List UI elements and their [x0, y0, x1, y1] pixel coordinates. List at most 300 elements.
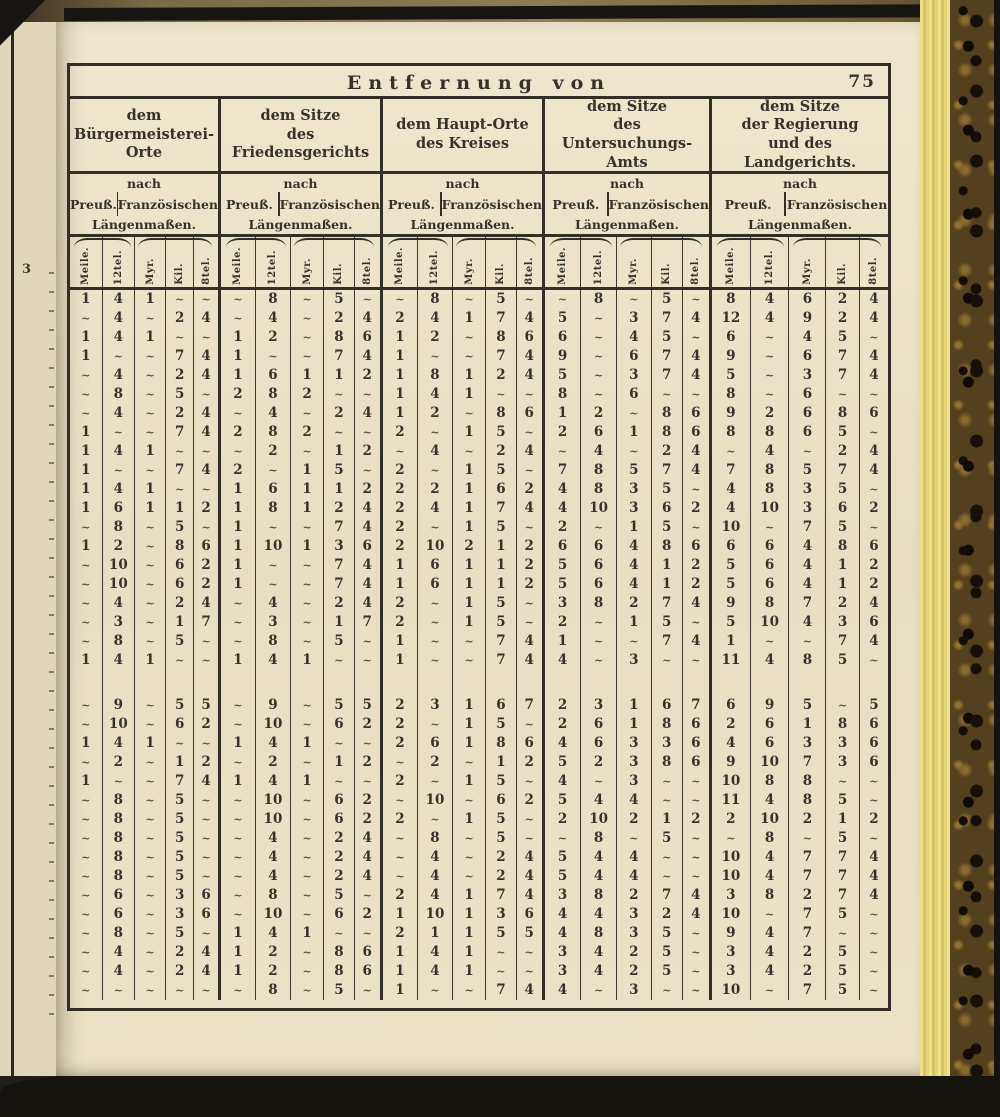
distance-cell: 4 [802, 538, 813, 554]
unit-label-group [70, 237, 221, 287]
distance-cell: 8 [430, 367, 440, 383]
distance-cell: 7 [837, 367, 848, 383]
distance-cell [135, 696, 165, 715]
distance-cell: 4 [593, 868, 604, 884]
distance-cell: 6 [869, 754, 879, 770]
distance-cell [291, 867, 323, 886]
distance-cell: 1 [837, 576, 848, 592]
distance-cell: 4 [629, 329, 639, 345]
distance-cell: 2 [395, 887, 405, 903]
distance-cell: 5 [726, 576, 736, 592]
distance-cell: 8 [726, 386, 736, 402]
distance-cell: 5 [175, 849, 185, 865]
distance-cell: 6 [593, 424, 604, 440]
placeholder-mark: ~ [524, 426, 534, 439]
distance-cell: 1 [464, 519, 474, 535]
placeholder-mark: ~ [145, 927, 155, 940]
distance-cell: 4 [869, 462, 879, 478]
distance-cell: 8 [802, 652, 813, 668]
distance-cell [291, 613, 323, 632]
distance-cell [418, 461, 452, 480]
distance-cell: 4 [869, 849, 879, 865]
distance-cell: 2 [524, 538, 534, 554]
distance-cell: 6 [691, 716, 701, 732]
placeholder-mark: ~ [524, 597, 534, 610]
distance-cell: 2 [802, 811, 813, 827]
placeholder-mark: ~ [145, 946, 155, 959]
distance-cell: 1 [629, 614, 639, 630]
distance-cell: 5 [837, 830, 848, 846]
distance-cell: 1 [233, 329, 243, 345]
placeholder-mark: ~ [233, 635, 243, 648]
previous-page-fragment: 3 [22, 262, 32, 277]
measure-unit-word: Längenmaßen. [248, 217, 353, 232]
distance-cell: 8 [764, 773, 775, 789]
placeholder-mark: ~ [81, 369, 91, 382]
distance-cell: 1 [395, 633, 405, 649]
distance-cell: 4 [869, 443, 879, 459]
distance-cell: 8 [430, 830, 440, 846]
distance-cell: 7 [496, 633, 506, 649]
distance-cell: 5 [557, 367, 568, 383]
distance-cell: 4 [524, 310, 534, 326]
unit-label-text: Meile. [80, 247, 92, 285]
block-gap [453, 670, 485, 696]
distance-cell: 3 [113, 614, 124, 630]
data-column [826, 290, 859, 1000]
distance-cell: 4 [593, 792, 604, 808]
distance-cell: 5 [557, 557, 568, 573]
distance-cell [486, 385, 515, 404]
distance-cell: 4 [593, 963, 604, 979]
distance-cell [355, 290, 380, 309]
distance-cell: 1 [302, 925, 312, 941]
distance-cell [221, 886, 255, 905]
distance-cell: 1 [233, 944, 243, 960]
distance-cell: 5 [334, 982, 344, 998]
distance-cell [166, 442, 193, 461]
distance-cell [617, 442, 650, 461]
placeholder-mark: ~ [302, 832, 312, 845]
distance-cell [860, 905, 888, 924]
distance-cell: 7 [802, 849, 813, 865]
placeholder-mark: ~ [233, 616, 243, 629]
placeholder-mark: ~ [629, 635, 639, 648]
placeholder-mark: ~ [145, 369, 155, 382]
distance-cell: 6 [629, 386, 639, 402]
distance-cell [617, 829, 650, 848]
distance-cell [683, 518, 709, 537]
placeholder-mark: ~ [233, 718, 243, 731]
distance-cell [194, 480, 218, 499]
distance-cell: 10 [263, 811, 283, 827]
distance-cell [194, 981, 218, 1000]
measure-header-row [70, 174, 888, 237]
distance-cell [324, 924, 353, 943]
distance-cell: 6 [201, 887, 211, 903]
placeholder-mark: ~ [145, 616, 155, 629]
data-column [860, 290, 888, 1000]
distance-cell: 4 [524, 868, 534, 884]
placeholder-mark: ~ [362, 737, 372, 750]
placeholder-mark: ~ [629, 445, 639, 458]
placeholder-mark: ~ [233, 851, 243, 864]
measure-prussian: Preuß. [724, 196, 772, 212]
distance-cell: 1 [395, 652, 405, 668]
placeholder-mark: ~ [145, 718, 155, 731]
distance-cell: 7 [524, 697, 534, 713]
distance-cell [683, 290, 709, 309]
distance-cell: 4 [524, 633, 534, 649]
placeholder-mark: ~ [175, 654, 185, 667]
measure-french: Französischen [279, 196, 380, 212]
distance-cell [291, 791, 323, 810]
distance-cell [517, 772, 542, 791]
distance-cell [355, 734, 380, 753]
distance-cell: 1 [629, 697, 639, 713]
distance-cell: 4 [201, 944, 211, 960]
placeholder-mark: ~ [201, 832, 211, 845]
distance-cell: 1 [464, 367, 474, 383]
placeholder-mark: ~ [145, 756, 155, 769]
placeholder-mark: ~ [81, 597, 91, 610]
placeholder-mark: ~ [869, 775, 879, 788]
distance-cell: 10 [425, 792, 445, 808]
placeholder-mark: ~ [145, 521, 155, 534]
distance-cell [324, 651, 353, 670]
distance-cell: 1 [837, 557, 848, 573]
distance-cell: 8 [268, 633, 278, 649]
distance-cell: 2 [593, 405, 604, 421]
distance-cell [70, 848, 102, 867]
distance-cell: 1 [395, 906, 405, 922]
placeholder-mark: ~ [268, 559, 278, 572]
distance-cell [355, 385, 380, 404]
group-header-line: dem Sitze [260, 107, 341, 125]
distance-cell [194, 385, 218, 404]
distance-cell: 4 [430, 443, 440, 459]
distance-cell: 8 [726, 291, 736, 307]
distance-cell: 5 [496, 811, 506, 827]
placeholder-mark: ~ [81, 756, 91, 769]
distance-cell: 6 [334, 792, 344, 808]
distance-cell [291, 753, 323, 772]
block-gap [355, 670, 380, 696]
distance-cell: 7 [661, 348, 672, 364]
distance-cell: 5 [557, 849, 568, 865]
data-column [70, 290, 103, 1000]
distance-cell: 8 [113, 849, 124, 865]
data-column [486, 290, 516, 1000]
placeholder-mark: ~ [594, 369, 604, 382]
block-gap [291, 670, 323, 696]
placeholder-mark: ~ [464, 654, 474, 667]
distance-cell: 1 [464, 557, 474, 573]
distance-cell [652, 848, 682, 867]
distance-cell: 6 [593, 576, 604, 592]
block-gap [789, 670, 825, 696]
distance-cell: 5 [334, 697, 344, 713]
distance-cell [194, 867, 218, 886]
distance-cell: 2 [268, 944, 278, 960]
distance-cell: 4 [764, 963, 775, 979]
distance-cell [291, 309, 323, 328]
distance-cell: 4 [691, 348, 701, 364]
distance-cell: 9 [726, 754, 736, 770]
block-gap [486, 670, 515, 696]
distance-cell [683, 962, 709, 981]
measure-unit-word: Längenmaßen. [410, 217, 515, 232]
distance-cell: 2 [395, 595, 405, 611]
distance-cell: 5 [175, 830, 185, 846]
distance-cell: 1 [334, 614, 344, 630]
distance-cell [453, 347, 485, 366]
distance-cell: 4 [726, 735, 736, 751]
placeholder-mark: ~ [175, 984, 185, 997]
placeholder-mark: ~ [302, 908, 312, 921]
distance-cell: 5 [557, 576, 568, 592]
distance-cell [221, 594, 255, 613]
distance-cell: 6 [430, 576, 440, 592]
distance-cell [751, 632, 789, 651]
data-group [70, 290, 221, 1000]
distance-cell: 8 [268, 982, 278, 998]
distance-cell: 1 [233, 557, 243, 573]
distance-cell: 1 [802, 716, 813, 732]
placeholder-mark: ~ [81, 407, 91, 420]
distance-cell: 5 [661, 925, 672, 941]
distance-cell: 2 [593, 754, 604, 770]
placeholder-mark: ~ [201, 635, 211, 648]
distance-cell: 7 [661, 633, 672, 649]
placeholder-mark: ~ [302, 699, 312, 712]
distance-cell [581, 518, 616, 537]
placeholder-mark: ~ [524, 965, 534, 978]
distance-cell: 6 [764, 557, 775, 573]
placeholder-mark: ~ [233, 312, 243, 325]
distance-cell: 4 [691, 633, 701, 649]
distance-cell [221, 867, 255, 886]
distance-cell [383, 753, 417, 772]
placeholder-mark: ~ [838, 775, 848, 788]
placeholder-mark: ~ [233, 984, 243, 997]
distance-cell: 6 [593, 716, 604, 732]
placeholder-mark: ~ [81, 946, 91, 959]
distance-cell: 6 [557, 538, 568, 554]
distance-cell: 4 [201, 348, 211, 364]
distance-cell: 9 [764, 697, 775, 713]
unit-label-text: 8tel. [868, 257, 880, 285]
distance-cell: 4 [268, 849, 278, 865]
distance-cell: 8 [334, 944, 344, 960]
block-gap [712, 670, 750, 696]
distance-cell: 2 [334, 830, 344, 846]
distance-cell: 4 [430, 887, 440, 903]
book-page [56, 22, 920, 1076]
distance-cell: 2 [557, 519, 568, 535]
placeholder-mark: ~ [464, 851, 474, 864]
distance-cell: 4 [201, 310, 211, 326]
distance-cell [194, 290, 218, 309]
data-column [581, 290, 617, 1000]
placeholder-mark: ~ [145, 699, 155, 712]
group-header-line: und des Landgerichts. [743, 135, 857, 171]
distance-cell: 6 [496, 697, 506, 713]
placeholder-mark: ~ [81, 870, 91, 883]
table-title: Entfernung von [346, 72, 612, 94]
distance-cell: 2 [524, 576, 534, 592]
placeholder-mark: ~ [302, 965, 312, 978]
distance-cell: 1 [629, 716, 639, 732]
distance-cell: 3 [837, 614, 848, 630]
group-header [70, 99, 221, 171]
placeholder-mark: ~ [691, 870, 701, 883]
distance-cell [166, 981, 193, 1000]
placeholder-mark: ~ [557, 445, 568, 458]
distance-cell: 2 [430, 405, 440, 421]
distance-cell: 5 [661, 519, 672, 535]
placeholder-mark: ~ [629, 832, 639, 845]
distance-cell: 6 [593, 735, 604, 751]
distance-cell [355, 886, 380, 905]
placeholder-mark: ~ [464, 870, 474, 883]
distance-cell [135, 594, 165, 613]
data-column [683, 290, 709, 1000]
distance-cell [545, 442, 580, 461]
distance-cell [256, 347, 290, 366]
distance-cell: 8 [837, 538, 848, 554]
distance-cell: 4 [557, 773, 568, 789]
data-column [751, 290, 790, 1000]
distance-cell: 5 [802, 697, 813, 713]
placeholder-mark: ~ [302, 756, 312, 769]
data-column [103, 290, 136, 1000]
distance-cell: 2 [201, 754, 211, 770]
placeholder-mark: ~ [524, 775, 534, 788]
placeholder-mark: ~ [113, 426, 123, 439]
distance-cell: 9 [726, 595, 736, 611]
placeholder-mark: ~ [430, 616, 440, 629]
distance-cell: 8 [837, 405, 848, 421]
distance-cell [135, 347, 165, 366]
distance-cell: 1 [395, 944, 405, 960]
placeholder-mark: ~ [175, 445, 185, 458]
distance-cell: 4 [113, 443, 124, 459]
placeholder-mark: ~ [81, 832, 91, 845]
distance-cell [70, 810, 102, 829]
distance-cell: 5 [837, 792, 848, 808]
distance-cell: 10 [108, 716, 128, 732]
distance-cell: 8 [430, 291, 440, 307]
distance-cell: 8 [661, 424, 672, 440]
distance-cell: 1 [233, 925, 243, 941]
distance-cell: 4 [593, 906, 604, 922]
distance-cell: 2 [395, 500, 405, 516]
distance-cell [194, 924, 218, 943]
placeholder-mark: ~ [233, 832, 243, 845]
distance-cell: 2 [233, 462, 243, 478]
distance-cell [453, 829, 485, 848]
distance-cell [751, 518, 789, 537]
distance-cell: 1 [81, 773, 91, 789]
page-number: 75 [848, 72, 876, 92]
distance-cell: 2 [268, 443, 278, 459]
placeholder-mark: ~ [395, 832, 405, 845]
placeholder-mark: ~ [145, 540, 155, 553]
distance-cell [683, 867, 709, 886]
distance-cell: 4 [524, 367, 534, 383]
placeholder-mark: ~ [175, 483, 185, 496]
distance-cell [418, 715, 452, 734]
distance-cell: 2 [496, 367, 506, 383]
distance-cell: 4 [362, 557, 372, 573]
distance-cell: 4 [557, 906, 568, 922]
distance-cell: 6 [593, 557, 604, 573]
block-gap [860, 670, 888, 696]
distance-cell: 2 [334, 849, 344, 865]
distance-cell [683, 981, 709, 1000]
distance-cell: 4 [629, 557, 639, 573]
distance-cell: 2 [726, 811, 736, 827]
distance-cell [324, 772, 353, 791]
distance-cell: 10 [263, 792, 283, 808]
distance-cell: 1 [145, 443, 155, 459]
distance-cell [70, 556, 102, 575]
distance-cell: 4 [362, 348, 372, 364]
distance-cell: 2 [201, 500, 211, 516]
distance-cell [166, 290, 193, 309]
distance-cell: 4 [201, 462, 211, 478]
distance-cell: 5 [496, 462, 506, 478]
placeholder-mark: ~ [395, 445, 405, 458]
distance-cell: 2 [113, 754, 124, 770]
distance-cell: 5 [837, 944, 848, 960]
placeholder-mark: ~ [302, 794, 312, 807]
placeholder-mark: ~ [302, 889, 312, 902]
distance-cell: 1 [334, 367, 344, 383]
distance-cell [291, 632, 323, 651]
distance-cell: 2 [233, 386, 243, 402]
distance-cell: 6 [334, 811, 344, 827]
distance-cell [194, 632, 218, 651]
group-header-line: der Regierung [741, 116, 859, 134]
placeholder-mark: ~ [691, 616, 701, 629]
placeholder-mark: ~ [362, 635, 372, 648]
distance-cell: 10 [760, 754, 779, 770]
distance-cell: 8 [113, 830, 124, 846]
distance-cell: 4 [268, 830, 278, 846]
distance-cell: 1 [496, 576, 506, 592]
placeholder-mark: ~ [869, 654, 879, 667]
distance-cell: 5 [175, 792, 185, 808]
placeholder-mark: ~ [362, 388, 372, 401]
distance-cell [683, 924, 709, 943]
distance-cell: 10 [721, 906, 741, 922]
placeholder-mark: ~ [430, 984, 440, 997]
distance-cell: 4 [524, 652, 534, 668]
distance-cell: 3 [726, 963, 736, 979]
placeholder-mark: ~ [869, 426, 879, 439]
placeholder-mark: ~ [662, 775, 672, 788]
distance-cell [291, 696, 323, 715]
distance-cell [453, 753, 485, 772]
distance-cell: 2 [175, 367, 185, 383]
placeholder-mark: ~ [430, 350, 440, 363]
placeholder-mark: ~ [113, 350, 123, 363]
distance-cell: 6 [268, 367, 278, 383]
distance-cell: 8 [496, 405, 506, 421]
distance-cell [221, 290, 255, 309]
